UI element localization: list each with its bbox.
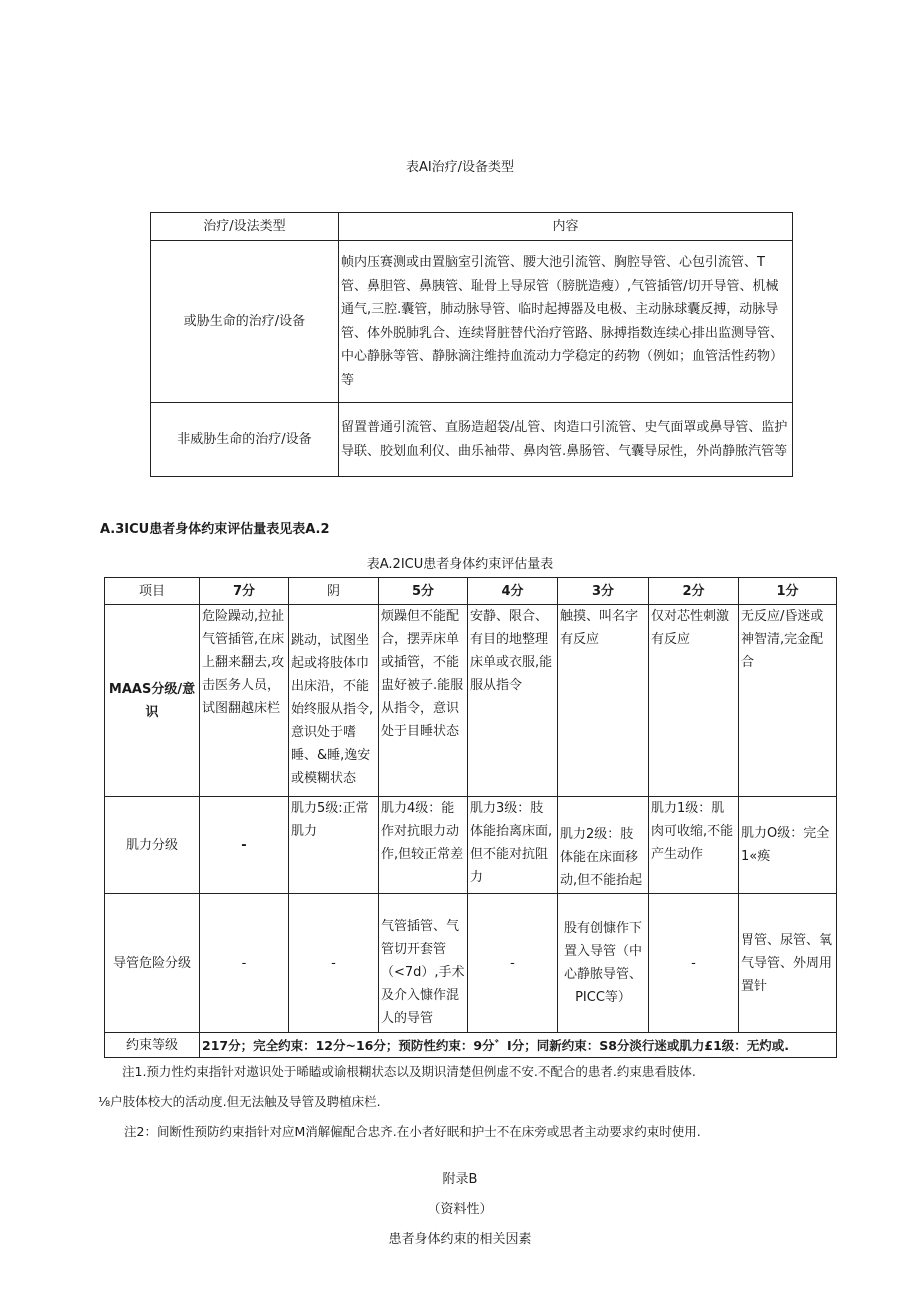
table1-row2-type: 非威胁生命的治疗/设备 (151, 403, 339, 477)
table2-header-7: 7分 (200, 578, 289, 605)
catheter-label: 导管危险分级 (105, 894, 200, 1033)
table-row (105, 894, 837, 1033)
appendix-name: 患者身体约束的相关因素 (388, 1232, 532, 1247)
catheter-cell-1: 胃管、尿管、氧气导管、外周用置针 (739, 894, 837, 1033)
catheter-cell-6: - (289, 894, 379, 1033)
table1-row1-type: 或胁生命的治疗/设备 (151, 241, 339, 403)
muscle-cell-3: 肌力2级：肢体能在床面移动,但不能抬起 (558, 797, 649, 894)
table-row (105, 605, 837, 797)
catheter-cell-2: - (649, 894, 739, 1033)
maas-cell-6: 跳动，试图坐起或将肢体巾出床沿，不能始终服从指令,意识处于嗜睡、&睡,逸安或模糊状态 (289, 605, 379, 797)
grade-label: 约束等级 (105, 1033, 200, 1058)
table1-row1-content: 帧内压赛测或由置脑室引流管、腰大池引流管、胸腔导管、心包引流管、T管、鼻胆管、鼻胰管、耻骨上导尿管（膀胱造瘦）,气管插管/切开导管、机械通气,三腔.囊管，肺动脉导管、临时起搏器及电极、主动脉球囊反搏，动脉导管、体外脱肺乳合、连续肾脏替代治疗管路、脉搏指数连续心排出监测导管、中心静脉等管、静脉滴注维持血流动力学稳定的药物（例如；血管活性药物）等 (339, 241, 793, 403)
table1-header-row (151, 213, 793, 241)
maas-label: MAAS分级/意识 (105, 605, 200, 797)
table2-header-item: 项目 (105, 578, 200, 605)
catheter-cell-5: 气管插管、气管切开套管（<7d）,手术及介入慷作混人的导管 (379, 894, 468, 1033)
maas-cell-7: 危险躁动,拉扯气管插管,在床上翻来翻去,攻击医务人员，试图翻越床栏 (200, 605, 289, 797)
table2-header-2: 2分 (649, 578, 739, 605)
table1-header-content: 内容 (339, 213, 793, 241)
table2-header-4: 4分 (468, 578, 558, 605)
muscle-label: 肌力分级 (105, 797, 200, 894)
table2 (104, 577, 837, 1058)
note2: 注2：间断性预防约束指针对应M消解僱配合忠齐.在小者好眠和护士不在床旁或思者主动要求约束时使用. (124, 1124, 701, 1139)
catheter-cell-7: - (200, 894, 289, 1033)
catheter-cell-3: 股有创慷作下置入导管（中心静脓导管、PICC等） (558, 894, 649, 1033)
table2-header-5: 5分 (379, 578, 468, 605)
maas-cell-2: 仅对芯性刺激有反应 (649, 605, 739, 797)
table-row (105, 797, 837, 894)
muscle-cell-4: 肌力3级：肢体能抬离床面,但不能对抗阻力 (468, 797, 558, 894)
muscle-cell-1: 肌力O级：完全1«痪 (739, 797, 837, 894)
muscle-cell-2: 肌力1级：肌肉可收缩,不能产生动作 (649, 797, 739, 894)
note1-line1: 注1.预力性灼束指针对遨识处于晞瞌或谕根糊状态以及期识清楚但例虚不安.不配合的患者.约束患看肢体. (122, 1064, 696, 1079)
maas-cell-5: 烦躁但不能配合，摆弄床单或插管，不能盅好被子.能服从指令，意识处于目睡状态 (379, 605, 468, 797)
table-row (151, 241, 793, 403)
grade-text: 217分；完全约束：12分~16分；预防性约束：9分゛I分；同新约束：S8分淡行迷或肌力£1级：无灼或. (200, 1033, 837, 1058)
table-row (151, 403, 793, 477)
table2-header-row (105, 578, 837, 605)
muscle-cell-5: 肌力4级：能作对抗眼力动作,但较正常差 (379, 797, 468, 894)
table1-caption: 表AI治疗/设备类型 (405, 160, 515, 175)
table1 (150, 212, 793, 477)
table1-row2-content: 留置普通引流管、直肠造超袋/乩管、肉造口引流管、史气面罩或鼻导管、监护导联、胶划血利仪、曲乐袖带、鼻肉管.鼻肠管、气囊导尿性，外尚静脓汽管等 (339, 403, 793, 477)
appendix-title: 附录B (442, 1172, 478, 1187)
table-row (105, 1033, 837, 1058)
maas-cell-3: 触摸、叫名字有反应 (558, 605, 649, 797)
muscle-cell-6: 肌力5级:正常肌力 (289, 797, 379, 894)
catheter-cell-4: - (468, 894, 558, 1033)
table2-header-6: 阴 (289, 578, 379, 605)
table2-header-1: 1分 (739, 578, 837, 605)
maas-cell-1: 无反应/昏迷或神智清,完金配合 (739, 605, 837, 797)
section-heading: A.3ICU患者身体约束评估量表见表A.2 (100, 522, 330, 537)
table2-header-3: 3分 (558, 578, 649, 605)
appendix-subtitle: （资料性） (427, 1202, 493, 1217)
note1-line2: ⅛户肢体校大的活动度.但无法触及导管及聘植床栏. (98, 1094, 381, 1109)
table2-caption: 表A.2ICU患者身体约束评估量表 (366, 557, 554, 572)
maas-cell-4: 安静、限合、有目的地整理床单或衣服,能服从指令 (468, 605, 558, 797)
muscle-cell-7: - (200, 797, 289, 894)
table1-header-type: 治疗/设法类型 (151, 213, 339, 241)
